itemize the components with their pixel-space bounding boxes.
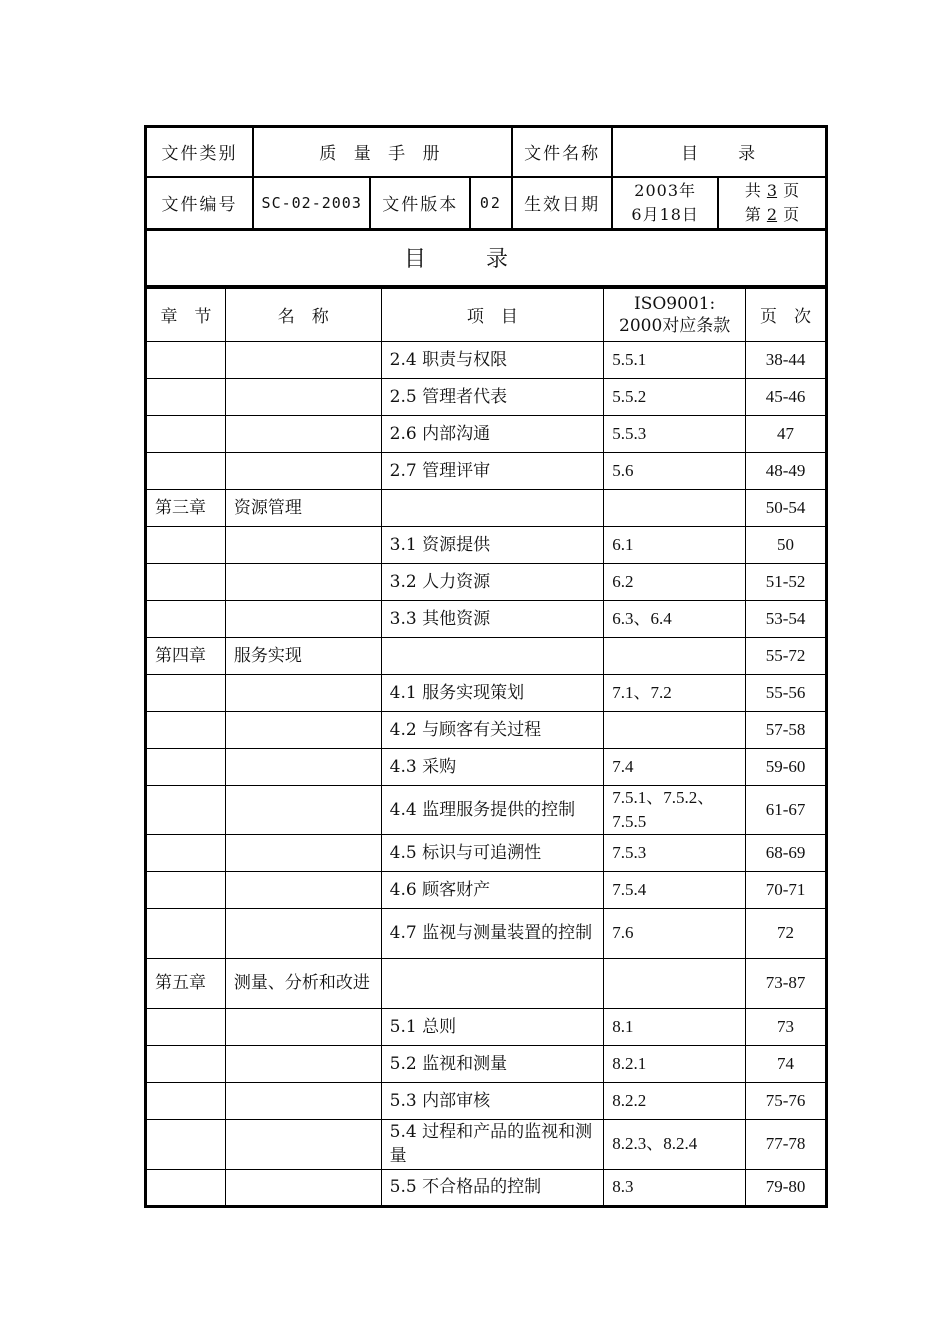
toc-row — [146, 637, 827, 674]
toc-name — [225, 1119, 381, 1169]
toc-row — [146, 341, 827, 378]
toc-chapter — [146, 871, 226, 908]
toc-row — [146, 378, 827, 415]
toc-iso: 7.4 — [604, 748, 746, 785]
toc-item: 2.4 职责与权限 — [381, 341, 604, 378]
toc-row — [146, 1045, 827, 1082]
toc-item: 4.2 与顾客有关过程 — [381, 711, 604, 748]
page-prefix: 第 — [744, 204, 761, 224]
effective-label: 生效日期 — [512, 177, 613, 230]
toc-iso — [604, 637, 746, 674]
toc-row — [146, 452, 827, 489]
toc-chapter: 第四章 — [146, 637, 226, 674]
total-prefix: 共 — [744, 180, 761, 200]
toc-name — [225, 1008, 381, 1045]
toc-name — [225, 785, 381, 834]
toc-iso: 5.5.2 — [604, 378, 746, 415]
toc-name — [225, 415, 381, 452]
toc-chapter — [146, 415, 226, 452]
toc-page: 77-78 — [746, 1119, 827, 1169]
col-iso-line2: 2000对应条款 — [619, 315, 731, 336]
toc-page: 57-58 — [746, 711, 827, 748]
toc-chapter — [146, 1008, 226, 1045]
toc-chapter — [146, 341, 226, 378]
toc-name — [225, 711, 381, 748]
toc-chapter — [146, 1169, 226, 1206]
toc-item: 4.1 服务实现策划 — [381, 674, 604, 711]
toc-item — [381, 637, 604, 674]
toc-chapter — [146, 1045, 226, 1082]
toc-item: 5.2 监视和测量 — [381, 1045, 604, 1082]
toc-item: 4.6 顾客财产 — [381, 871, 604, 908]
toc-iso: 6.3、6.4 — [604, 600, 746, 637]
toc-chapter — [146, 563, 226, 600]
total-pages: 3 — [766, 180, 778, 200]
toc-row — [146, 748, 827, 785]
toc-chapter: 第五章 — [146, 958, 226, 1008]
version-label: 文件版本 — [370, 177, 470, 230]
toc-item: 5.4 过程和产品的监视和测量 — [381, 1119, 604, 1169]
toc-page: 74 — [746, 1045, 827, 1082]
toc-item: 4.5 标识与可追溯性 — [381, 834, 604, 871]
doc-no-value: SC-02-2003 — [253, 177, 371, 230]
toc-name — [225, 378, 381, 415]
toc-iso: 7.5.1、7.5.2、7.5.5 — [604, 785, 746, 834]
toc-name — [225, 674, 381, 711]
toc-row — [146, 489, 827, 526]
toc-row — [146, 1119, 827, 1169]
toc-name: 服务实现 — [225, 637, 381, 674]
toc-name — [225, 871, 381, 908]
toc-row — [146, 563, 827, 600]
total-suffix: 页 — [783, 180, 800, 200]
toc-table — [144, 288, 828, 1208]
header-table — [144, 125, 828, 231]
toc-row — [146, 785, 827, 834]
toc-page: 38-44 — [746, 341, 827, 378]
toc-item — [381, 958, 604, 1008]
toc-row — [146, 1082, 827, 1119]
page-suffix: 页 — [783, 204, 800, 224]
toc-page: 51-52 — [746, 563, 827, 600]
toc-chapter — [146, 378, 226, 415]
toc-item: 2.6 内部沟通 — [381, 415, 604, 452]
col-item: 项 目 — [381, 288, 604, 341]
doc-type-label: 文件类别 — [146, 127, 253, 177]
toc-item: 4.7 监视与测量装置的控制 — [381, 908, 604, 958]
toc-iso: 7.1、7.2 — [604, 674, 746, 711]
toc-iso — [604, 711, 746, 748]
toc-item: 3.3 其他资源 — [381, 600, 604, 637]
toc-page: 73-87 — [746, 958, 827, 1008]
toc-page: 75-76 — [746, 1082, 827, 1119]
toc-page: 59-60 — [746, 748, 827, 785]
toc-page: 79-80 — [746, 1169, 827, 1206]
toc-page: 55-72 — [746, 637, 827, 674]
toc-name — [225, 1169, 381, 1206]
toc-row — [146, 526, 827, 563]
toc-row — [146, 1008, 827, 1045]
toc-chapter — [146, 600, 226, 637]
toc-name — [225, 452, 381, 489]
toc-chapter — [146, 834, 226, 871]
toc-chapter — [146, 748, 226, 785]
toc-item — [381, 489, 604, 526]
toc-page: 50 — [746, 526, 827, 563]
effective-date-line2: 6月18日 — [631, 204, 699, 224]
toc-iso: 6.2 — [604, 563, 746, 600]
doc-name-label: 文件名称 — [512, 127, 613, 177]
toc-page: 70-71 — [746, 871, 827, 908]
version-value: 02 — [470, 177, 512, 230]
toc-name — [225, 526, 381, 563]
toc-row — [146, 711, 827, 748]
toc-iso: 7.6 — [604, 908, 746, 958]
doc-name-value: 目 录 — [612, 127, 826, 177]
toc-chapter — [146, 908, 226, 958]
toc-name — [225, 748, 381, 785]
toc-page: 68-69 — [746, 834, 827, 871]
toc-iso — [604, 958, 746, 1008]
toc-row — [146, 1169, 827, 1206]
page-counter — [718, 177, 827, 230]
toc-chapter — [146, 452, 226, 489]
toc-item: 5.5 不合格品的控制 — [381, 1169, 604, 1206]
page-title: 目录 — [146, 231, 827, 287]
col-page: 页 次 — [746, 288, 827, 341]
toc-row — [146, 674, 827, 711]
toc-iso: 5.6 — [604, 452, 746, 489]
toc-page: 48-49 — [746, 452, 827, 489]
toc-row — [146, 415, 827, 452]
toc-name — [225, 600, 381, 637]
doc-type-value: 质 量 手 册 — [253, 127, 512, 177]
col-iso-line1: ISO9001: — [633, 293, 716, 314]
toc-iso: 8.1 — [604, 1008, 746, 1045]
toc-item: 3.2 人力资源 — [381, 563, 604, 600]
effective-date-line1: 2003年 — [634, 180, 697, 200]
toc-row — [146, 600, 827, 637]
toc-chapter — [146, 674, 226, 711]
toc-chapter — [146, 1082, 226, 1119]
toc-page: 53-54 — [746, 600, 827, 637]
toc-row — [146, 958, 827, 1008]
toc-page: 61-67 — [746, 785, 827, 834]
toc-iso: 5.5.3 — [604, 415, 746, 452]
col-iso — [604, 288, 746, 341]
toc-body — [146, 341, 827, 1206]
toc-iso: 8.2.1 — [604, 1045, 746, 1082]
toc-item: 3.1 资源提供 — [381, 526, 604, 563]
toc-item: 4.4 监理服务提供的控制 — [381, 785, 604, 834]
toc-name — [225, 563, 381, 600]
col-chapter: 章 节 — [146, 288, 226, 341]
toc-iso: 8.2.3、8.2.4 — [604, 1119, 746, 1169]
title-table — [144, 231, 828, 288]
toc-name: 资源管理 — [225, 489, 381, 526]
effective-date — [612, 177, 718, 230]
doc-no-label: 文件编号 — [146, 177, 253, 230]
toc-page: 47 — [746, 415, 827, 452]
toc-iso: 6.1 — [604, 526, 746, 563]
toc-chapter — [146, 711, 226, 748]
document — [144, 125, 828, 1208]
toc-iso: 8.2.2 — [604, 1082, 746, 1119]
toc-row — [146, 871, 827, 908]
toc-page: 55-56 — [746, 674, 827, 711]
toc-name — [225, 908, 381, 958]
toc-name — [225, 341, 381, 378]
toc-name — [225, 1045, 381, 1082]
toc-item: 2.7 管理评审 — [381, 452, 604, 489]
toc-chapter — [146, 1119, 226, 1169]
toc-item: 5.3 内部审核 — [381, 1082, 604, 1119]
toc-page: 45-46 — [746, 378, 827, 415]
toc-item: 2.5 管理者代表 — [381, 378, 604, 415]
toc-chapter — [146, 526, 226, 563]
toc-row — [146, 908, 827, 958]
toc-iso — [604, 489, 746, 526]
toc-page: 72 — [746, 908, 827, 958]
toc-iso: 7.5.4 — [604, 871, 746, 908]
col-name: 名 称 — [225, 288, 381, 341]
toc-row — [146, 834, 827, 871]
toc-name — [225, 834, 381, 871]
toc-item: 5.1 总则 — [381, 1008, 604, 1045]
toc-item: 4.3 采购 — [381, 748, 604, 785]
page-number: 2 — [766, 204, 778, 224]
toc-iso: 7.5.3 — [604, 834, 746, 871]
toc-name: 测量、分析和改进 — [225, 958, 381, 1008]
toc-iso: 5.5.1 — [604, 341, 746, 378]
toc-page: 50-54 — [746, 489, 827, 526]
toc-page: 73 — [746, 1008, 827, 1045]
toc-name — [225, 1082, 381, 1119]
toc-chapter — [146, 785, 226, 834]
toc-chapter: 第三章 — [146, 489, 226, 526]
toc-iso: 8.3 — [604, 1169, 746, 1206]
